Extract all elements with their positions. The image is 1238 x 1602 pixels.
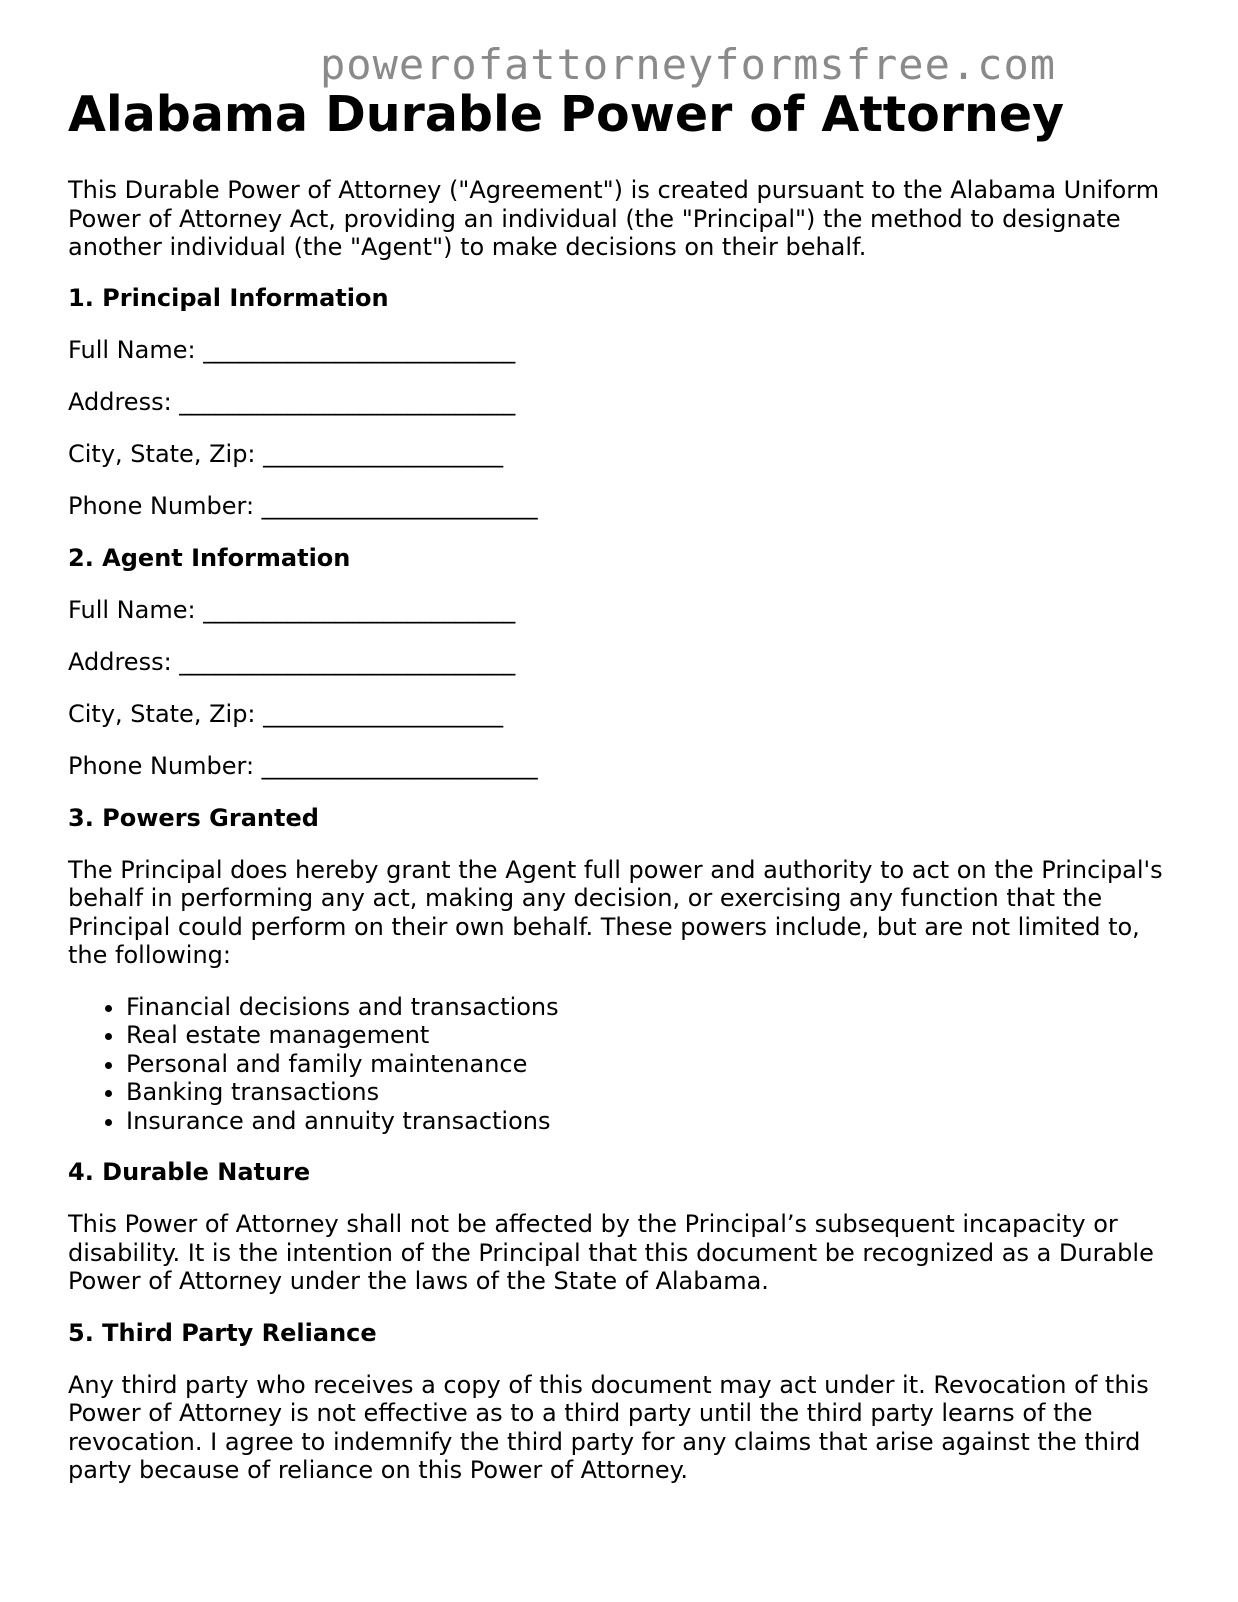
agent-phone-field: Phone Number: _______________________ (68, 751, 538, 780)
intro-paragraph: This Durable Power of Attorney ("Agreement") is created pursuant to the Alabama Uniform Power of Attorney Act, providing an individual (the "Principal") the method to designate another individual (the "Agent") to make decisions on their behalf. (68, 176, 1160, 261)
powers-list (68, 993, 1178, 1136)
principal-heading: 1. Principal Information (68, 283, 389, 312)
principal-phone-field: Phone Number: _______________________ (68, 491, 538, 520)
list-item: • Real estate management (126, 1021, 1178, 1050)
durable-section (68, 1158, 1178, 1296)
principal-city-state-zip-field: City, State, Zip: ____________________ (68, 439, 504, 468)
third-party-heading: 5. Third Party Reliance (68, 1318, 377, 1347)
durable-heading: 4. Durable Nature (68, 1158, 311, 1186)
list-item: • Financial decisions and transactions (126, 993, 1178, 1022)
watermark-text: powerofattorneyformsfree.com (320, 40, 1057, 89)
agent-section (68, 544, 1178, 781)
powers-paragraph: The Principal does hereby grant the Agent full power and authority to act on the Principal's behalf in performing any act, making any decision, or exercising any function that the Principal could perform on their own behalf. These powers include, but are not limited to, the following: (68, 855, 1163, 969)
powers-section (68, 804, 1178, 1136)
powers-heading: 3. Powers Granted (68, 803, 319, 832)
third-party-paragraph: Any third party who receives a copy of this document may act under it. Revocation of this Power of Attorney is not effective as to a third party until the third party learns of the revocation. I agree to indemnify the third party for any claims that arise against the third party because of reliance on this Power of Attorney. (68, 1370, 1149, 1484)
list-item: • Personal and family maintenance (126, 1050, 1178, 1079)
agent-city-state-zip-field: City, State, Zip: ____________________ (68, 699, 504, 728)
principal-full-name-field: Full Name: __________________________ (68, 335, 516, 364)
principal-section (68, 284, 1178, 521)
agent-address-field: Address: ____________________________ (68, 647, 516, 676)
durable-paragraph: This Power of Attorney shall not be affected by the Principal’s subsequent incapacity or disability. It is the intention of the Principal that this document be recognized as a Durable Power of Attorney under the laws of the State of Alabama. (68, 1210, 1154, 1295)
document-title: Alabama Durable Power of Attorney (68, 86, 1065, 143)
third-party-section (68, 1319, 1178, 1485)
principal-address-field: Address: ____________________________ (68, 387, 516, 416)
list-item: • Insurance and annuity transactions (126, 1107, 1178, 1136)
agent-heading: 2. Agent Information (68, 543, 351, 572)
document-page (68, 84, 1178, 1485)
list-item: • Banking transactions (126, 1078, 1178, 1107)
agent-full-name-field: Full Name: __________________________ (68, 595, 516, 624)
